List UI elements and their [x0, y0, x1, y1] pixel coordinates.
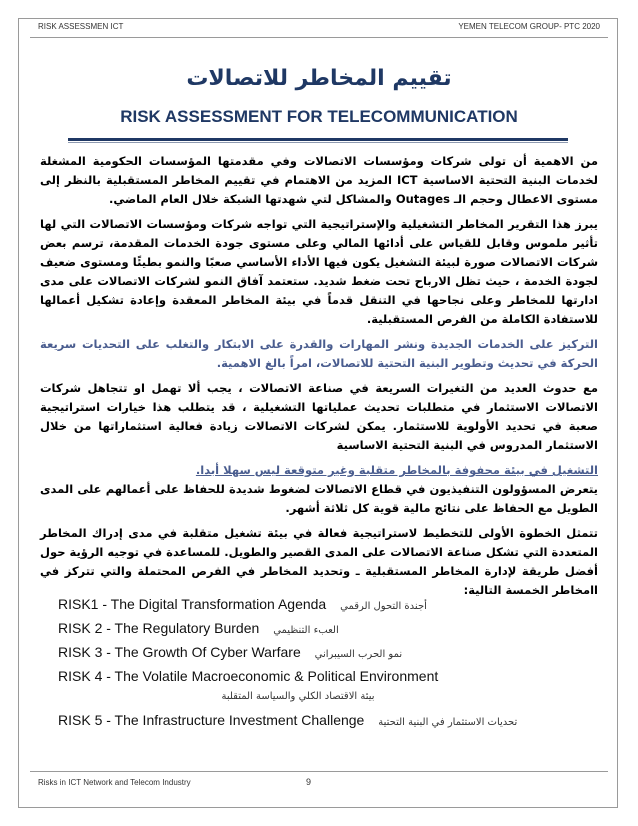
underlined-heading-text: التشغيل في بيئة محفوفة بالمخاطر متقلبة وغير متوقعة ليس سهلا أبدا. — [195, 463, 598, 477]
title-underline — [68, 138, 568, 141]
paragraph-report-overview: يبرز هذا التقرير المخاطر التشغيلية والإستراتيجية التي تواجه شركات ومؤسسات الاتصالات التي لها تأثير ملموس وقابل للقياس على أدائها المالي وعلى مستوى جودة الخدمات المقدمة، ترسم بعض شركات الاتصالات صورة لبيئة التشغيل يكون فيها الأداء الأساسي صعبًا والنمو بطيئًا ومستوى ضعيف لجودة الخدمة ، حيث تظل الارباح تحت ضغط شديد. ستعتمد آفاق النمو لشركات الاتصالات على مدى ادارتها للمخاطر وعلى نجاحها في التنقل قدماً في بيئة المخاطر المعقدة وإعادة تشكيل أعمالها للاستفادة الكاملة من الفرص المستقبلية. — [40, 217, 598, 326]
title-underline-thin — [68, 142, 568, 143]
risk-1-english: RISK1 - The Digital Transformation Agenda — [58, 596, 327, 612]
risk-5-arabic: تحديات الاستثمار في البنية التحتية — [378, 717, 518, 728]
header-left-text: RISK ASSESSMEN ICT — [38, 22, 124, 31]
risk-4-arabic: بيئة الاقتصاد الكلي والسياسة المتقلبة — [221, 691, 375, 702]
footer-left-text: Risks in ICT Network and Telecom Industry — [38, 778, 191, 787]
english-title: RISK ASSESSMENT FOR TELECOMMUNICATION — [120, 107, 518, 126]
risk-3-arabic: نمو الحرب السيبراني — [314, 649, 403, 660]
footer-divider — [30, 771, 608, 772]
underlined-heading — [40, 461, 598, 480]
risk-3-english: RISK 3 - The Growth Of Cyber Warfare — [58, 644, 301, 660]
risk-list — [58, 592, 578, 732]
risk-2-english: RISK 2 - The Regulatory Burden — [58, 620, 260, 636]
paragraph-investment: مع حدوث العديد من التغيرات السريعة في صناعة الاتصالات ، يجب ألا تهمل او تتجاهل شركات الاتصالات الاستثمار في متطلبات تحديث عملياتها التشغيلية ، قد يتطلب هذا خيارات استراتيجية صعبة في تحديد الأولوية للاستثمار. يمكن لشركات الاتصالات زيادة فعالية استثماراتها من خلال الاستثمار المدروس في البنية التحتية الاساسية — [40, 381, 598, 452]
risk-1-arabic: أجندة التحول الرقمي — [340, 601, 427, 612]
risk-2-arabic: العبء التنظيمي — [273, 625, 339, 636]
risk-item-3 — [58, 640, 578, 664]
header-right-text: YEMEN TELECOM GROUP- PTC 2020 — [458, 22, 600, 31]
risk-item-4 — [58, 664, 578, 688]
risk-item-5 — [58, 708, 578, 732]
arabic-title: تقييم المخاطر للاتصالات — [186, 66, 452, 91]
risk-item-1 — [58, 592, 578, 616]
document-body — [40, 152, 598, 606]
paragraph-executives: يتعرض المسؤولون التنفيذيون في قطاع الاتصالات لضغوط شديدة للحفاظ على أعمالهم على المدى الطويل مع الحفاظ على نتائج مالية قوية كل ثلاثة أشهر. — [40, 482, 598, 515]
paragraph-focus-highlight: التركيز على الخدمات الجديدة ونشر المهارات والقدرة على الابتكار والتغلب على التحديات سريعة الحركة في تحديث وتطوير البنية التحتية للاتصالات، امراً بالغ الاهمية. — [40, 337, 598, 370]
paragraph-intro: من الاهمية أن تولى شركات ومؤسسات الاتصالات وفي مقدمتها المؤسسات الحكومية المشغلة لخدمات البنية التحتية الاساسية ICT المزيد من الاهتمام في تقييم المخاطر المستقبلية بالنظر إلى مستوى الاعطال وحجم الـ Outages والمشاكل لتي شهدتها الشبكة خلال العام الماضي. — [40, 154, 598, 206]
header-divider — [30, 37, 608, 38]
page-number: 9 — [306, 777, 312, 787]
risk-5-english: RISK 5 - The Infrastructure Investment Challenge — [58, 712, 365, 728]
risk-item-2 — [58, 616, 578, 640]
risk-4-english: RISK 4 - The Volatile Macroeconomic & Political Environment — [58, 668, 439, 684]
paragraph-first-step: تتمثل الخطوة الأولى للتخطيط لاستراتيجية فعالة في بيئة تشغيل متقلبة في مدى إدراك المخاطر المتعددة التي تشكل صناعة الاتصالات على المدى القصير والطويل. للمساعدة في توجيه الرؤية حول أفضل طريقة لإدارة المخاطر المستقبلية ـ وتحديد المخاطر في الفرص المحتملة والتي تتركز في اامخاطر الخمسة التالية: — [40, 526, 598, 597]
